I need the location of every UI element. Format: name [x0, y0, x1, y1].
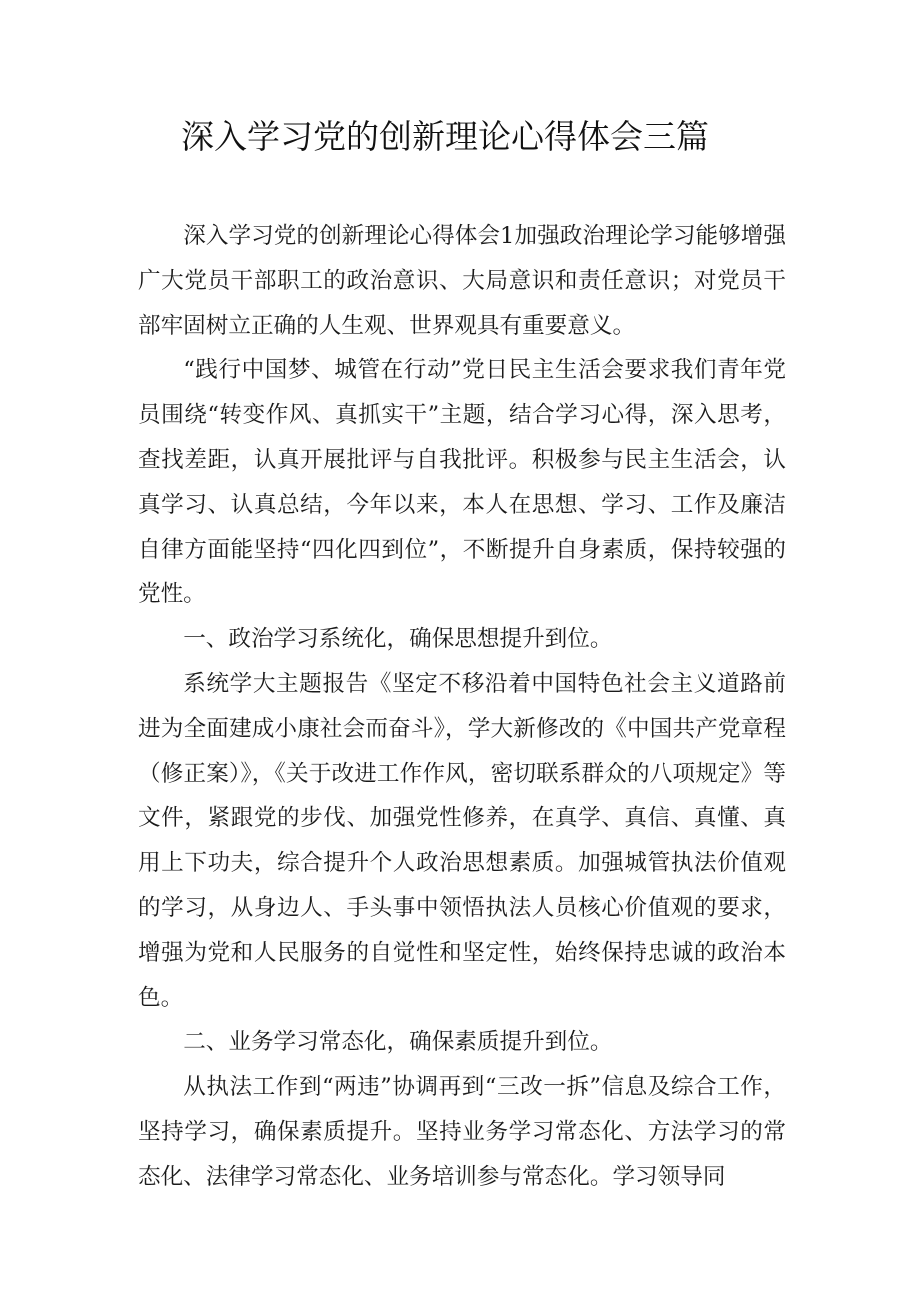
document-body — [138, 214, 786, 1200]
paragraph-business-study: 从执法工作到“两违”协调再到“三改一拆”信息及综合工作，坚持学习，确保素质提升。坚持业务学习常态化、方法学习的常态化、法律学习常态化、业务培训参与常态化。学习领导同 — [138, 1074, 786, 1190]
paragraph-intro: 深入学习党的创新理论心得体会1加强政治理论学习能够增强广大党员干部职工的政治意识、大局意识和责任意识；对党员干部牢固树立正确的人生观、世界观具有重要意义。 — [138, 223, 786, 339]
section-heading-political-study: 一、政治学习系统化，确保思想提升到位。 — [183, 626, 613, 653]
paragraph-meeting: “践行中国梦、城管在行动”党日民主生活会要求我们青年党员围绕“转变作风、真抓实干”主题，结合学习心得，深入思考，查找差距，认真开展批评与自我批评。积极参与民主生活会，认真学习、认真总结，今年以来，本人在思想、学习、工作及廉洁自律方面能坚持“四化四到位”，不断提升自身素质，保持较强的党性。 — [138, 357, 786, 608]
document-title: 深入学习党的创新理论心得体会三篇 — [181, 117, 709, 156]
section-heading-business-study: 二、业务学习常态化，确保素质提升到位。 — [183, 1029, 613, 1056]
paragraph-political-study: 系统学大主题报告《坚定不移沿着中国特色社会主义道路前进为全面建成小康社会而奋斗》，学大新修改的《中国共产党章程（修正案）》，《关于改进工作作风，密切联系群众的八项规定》等文件，紧跟党的步伐、加强党性修养，在真学、真信、真懂、真用上下功夫，综合提升个人政治思想素质。加强城管执法价值观的学习，从身边人、手头事中领悟执法人员核心价值观的要求，增强为党和人民服务的自觉性和坚定性，始终保持忠诚的政治本色。 — [138, 670, 786, 1011]
